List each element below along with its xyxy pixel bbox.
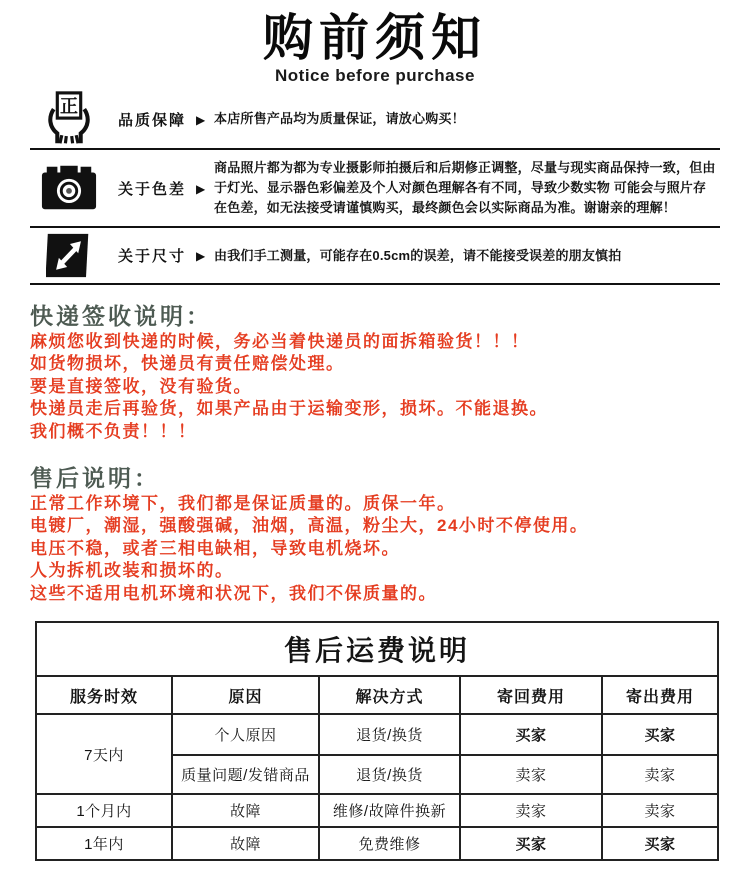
notice-text-quality: 本店所售产品均为质量保证，请放心购买！ [214, 111, 465, 126]
delivery-line: 我们概不负责！！！ [30, 421, 197, 441]
cell-reason: 个人原因 [172, 714, 319, 755]
table-row [36, 827, 718, 860]
column-header: 寄出费用 [602, 676, 718, 714]
notice-list [30, 90, 720, 285]
triangle-bullet-icon: ▶ [196, 112, 206, 127]
notice-label-quality: 品质保障 [118, 111, 187, 129]
aftersale-line: 人为拆机改装和损坏的。 [30, 561, 234, 581]
table-title-row [36, 622, 718, 676]
delivery-line: 麻烦您收到快递的时候，务必当着快递员的面拆箱验货！！！ [30, 332, 530, 351]
cell-solution: 维修/故障件换新 [319, 794, 460, 827]
column-header: 服务时效 [36, 676, 172, 714]
svg-text:正: 正 [60, 96, 78, 118]
aftersale-section-title: 售后说明： [30, 465, 160, 492]
cell-send-fee: 买家 [602, 714, 718, 755]
notice-row-color [30, 150, 720, 228]
delivery-line: 如货物损坏，快递员有责任赔偿处理。 [30, 354, 345, 374]
hands-holding-genuine-icon [40, 91, 98, 147]
triangle-bullet-icon: ▶ [196, 181, 206, 196]
cell-return-fee: 卖家 [460, 755, 602, 794]
aftersale-line: 正常工作环境下，我们都是保证质量的。质保一年。 [30, 494, 456, 514]
cell-solution: 退货/换货 [319, 755, 460, 794]
triangle-bullet-icon: ▶ [196, 249, 206, 263]
cell-solution: 退货/换货 [319, 714, 460, 755]
cell-solution: 免费维修 [319, 827, 460, 860]
delivery-line: 快递员走后再验货，如果产品由于运输变形，损坏。不能退换。 [30, 399, 548, 419]
column-header: 寄回费用 [460, 676, 602, 714]
aftersale-line: 电镀厂，潮湿，强酸强碱，油烟，高温，粉尘大，24小时不停使用。 [30, 516, 589, 536]
column-header: 解决方式 [319, 676, 460, 714]
cell-send-fee: 卖家 [602, 794, 718, 827]
page-title: 购前须知 [263, 10, 487, 66]
cell-reason: 故障 [172, 794, 319, 827]
cell-return-fee: 买家 [460, 827, 602, 860]
shipping-fee-table [35, 621, 719, 861]
delivery-section-title: 快递签收说明： [30, 303, 212, 329]
notice-text-size: 由我们手工测量，可能存在0.5cm的误差，请不能接受误差的朋友慎拍 [214, 247, 622, 263]
table-row [36, 794, 718, 827]
aftersale-section [30, 460, 730, 605]
diagonal-ruler-icon [40, 233, 98, 279]
notice-label-color: 关于色差 [118, 180, 187, 198]
table-title: 售后运费说明 [36, 622, 718, 676]
delivery-line: 要是直接签收，没有验货。 [30, 376, 252, 396]
cell-reason: 故障 [172, 827, 319, 860]
table-header-row [36, 676, 718, 714]
cell-time: 7天内 [36, 714, 172, 794]
notice-label-size: 关于尺寸 [118, 248, 187, 265]
column-header: 原因 [172, 676, 319, 714]
cell-send-fee: 买家 [602, 827, 718, 860]
table-row [36, 714, 718, 755]
cell-time: 1个月内 [36, 794, 172, 827]
notice-text-color: 商品照片都为都为专业摄影师拍摄后和后期修正调整，尽量与现实商品保持一致，但由于灯光、显示器色彩偏差及个人对颜色理解各有不同，导致少数实物 可能会与照片存在色差，如无法接受请谨慎购买，最终颜色会以实际商品为准。谢谢亲的理解！ [214, 160, 716, 215]
camera-icon [40, 162, 98, 214]
notice-row-size [30, 228, 720, 285]
cell-send-fee: 卖家 [602, 755, 718, 794]
cell-reason: 质量问题/发错商品 [172, 755, 319, 794]
aftersale-line: 这些不适用电机环境和状况下，我们不保质量的。 [30, 583, 437, 603]
delivery-signing-section [30, 298, 730, 443]
cell-return-fee: 买家 [460, 714, 602, 755]
notice-row-quality [30, 90, 720, 150]
page-header [0, 0, 750, 86]
cell-return-fee: 卖家 [460, 794, 602, 827]
cell-time: 1年内 [36, 827, 172, 860]
aftersale-line: 电压不稳，或者三相电缺相，导致电机烧坏。 [30, 538, 400, 558]
page-subtitle: Notice before purchase [275, 66, 475, 85]
